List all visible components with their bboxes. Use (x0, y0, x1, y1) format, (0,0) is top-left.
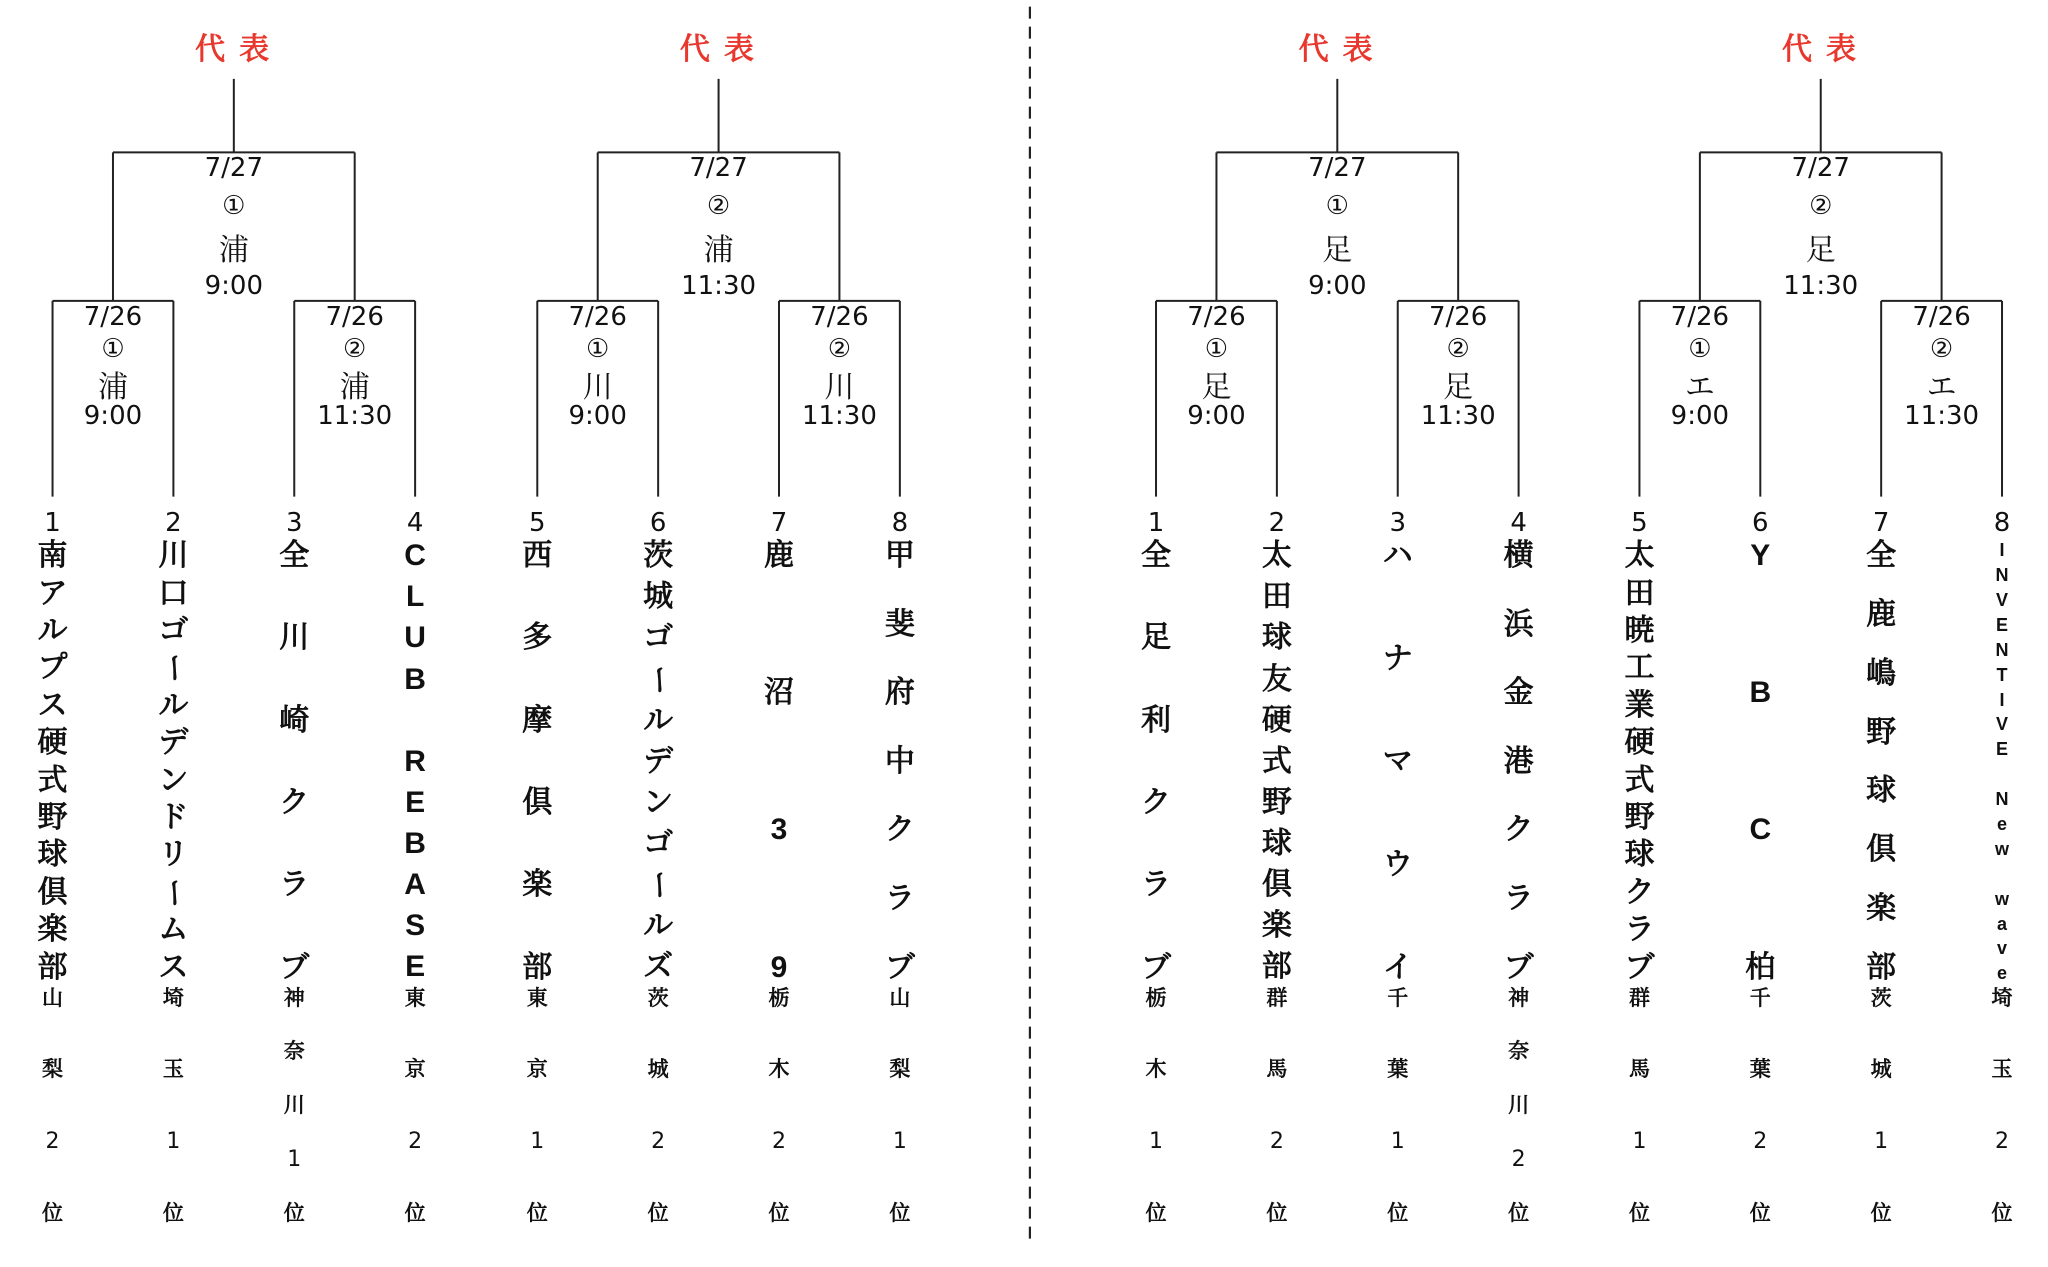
semi-time: 11:30 (317, 401, 393, 432)
team-name: 甲 斐 府 中 ク ラ ブ (884, 538, 915, 985)
final-game-number: ① (1325, 191, 1349, 222)
team-prefecture-rank: 群 馬 1 位 (1628, 985, 1650, 1226)
semi-venue: 足 (1443, 369, 1474, 405)
team-prefecture-rank: 千 葉 2 位 (1749, 985, 1771, 1226)
team-seed: 3 (285, 507, 303, 538)
semi-game-number: ① (586, 334, 610, 365)
team-name: 西 多 摩 倶 楽 部 (522, 538, 553, 985)
team-name: 鹿 沼 3 9 (764, 538, 794, 984)
team-seed: 2 (1268, 507, 1286, 538)
semi-venue: エ (1926, 369, 1957, 405)
team-name: 全 鹿 嶋 野 球 倶 楽 部 (1866, 538, 1897, 985)
team-prefecture-rank: 栃 木 1 位 (1145, 985, 1167, 1226)
team-prefecture-rank: 神 奈 川 1 位 (283, 985, 305, 1226)
representative-label: 代表 (1781, 31, 1870, 67)
semi-date: 7/26 (810, 301, 869, 332)
final-date: 7/27 (204, 153, 264, 184)
final-game-number: ② (706, 191, 731, 222)
semi-date: 7/26 (325, 301, 384, 332)
semi-venue: 浦 (97, 369, 128, 405)
semi-date: 7/26 (1912, 301, 1971, 332)
team-name: 太 田 球 友 硬 式 野 球 倶 楽 部 (1261, 538, 1292, 985)
final-venue: 足 (1805, 232, 1836, 268)
team-seed: 7 (1872, 507, 1890, 538)
semi-game-number: ② (827, 334, 852, 365)
team-name: 全 足 利 ク ラ ブ (1141, 538, 1172, 985)
team-seed: 3 (1389, 507, 1406, 538)
semi-venue: 川 (582, 369, 613, 405)
final-date: 7/27 (1308, 153, 1367, 184)
final-date: 7/27 (689, 153, 748, 184)
team-prefecture-rank: 埼 玉 1 位 (162, 985, 184, 1226)
semi-venue: エ (1684, 369, 1715, 405)
team-prefecture-rank: 茨 城 2 位 (647, 985, 669, 1226)
team-name: 太 田 暁 工 業 硬 式 野 球 ク ラ ブ (1624, 538, 1655, 985)
team-prefecture-rank: 栃 木 2 位 (768, 985, 790, 1226)
team-prefecture-rank: 群 馬 2 位 (1266, 985, 1288, 1226)
team-name: 川 口 ゴ ー ル デ ン ド リ ー ム ス (156, 538, 192, 985)
team-seed: 2 (165, 507, 182, 538)
final-time: 9:00 (1308, 271, 1367, 302)
team-name: C L U B R E B A S E (404, 539, 426, 984)
team-name: 横 浜 金 港 ク ラ ブ (1503, 538, 1534, 985)
team-prefecture-rank: 千 葉 1 位 (1387, 985, 1409, 1226)
team-prefecture-rank: 埼 玉 2 位 (1991, 985, 2013, 1226)
team-seed: 6 (649, 507, 667, 538)
semi-date: 7/26 (1428, 301, 1488, 332)
final-venue: 浦 (703, 232, 734, 268)
semi-time: 11:30 (1420, 401, 1496, 432)
semi-time: 9:00 (568, 401, 627, 432)
team-prefecture-rank: 山 梨 2 位 (42, 985, 64, 1226)
team-name: 南 ア ル プ ス 硬 式 野 球 倶 楽 部 (37, 538, 68, 985)
final-venue: 浦 (218, 232, 249, 268)
semi-venue: 川 (824, 369, 855, 405)
final-venue: 足 (1322, 232, 1353, 268)
team-seed: 7 (770, 507, 788, 538)
final-date: 7/27 (1791, 153, 1850, 184)
representative-label: 代表 (195, 31, 284, 67)
representative-label: 代表 (1298, 31, 1387, 67)
semi-time: 9:00 (1187, 401, 1246, 432)
semi-time: 9:00 (83, 401, 143, 432)
semi-game-number: ① (1688, 334, 1712, 365)
team-prefecture-rank: 茨 城 1 位 (1870, 985, 1892, 1226)
team-name: Y B C 柏 (1745, 539, 1776, 985)
semi-game-number: ② (343, 334, 367, 365)
semi-date: 7/26 (83, 301, 143, 332)
final-time: 11:30 (681, 271, 757, 302)
semi-time: 11:30 (801, 401, 877, 432)
semi-date: 7/26 (1670, 301, 1730, 332)
final-time: 9:00 (204, 271, 264, 302)
semi-time: 9:00 (1670, 401, 1730, 432)
team-prefecture-rank: 東 京 2 位 (404, 985, 426, 1226)
semi-game-number: ② (1446, 334, 1470, 365)
final-time: 11:30 (1783, 271, 1859, 302)
team-seed: 8 (891, 507, 909, 538)
team-name: 茨 城 ゴ ー ル デ ン ゴ ー ル ズ (641, 538, 677, 985)
semi-time: 11:30 (1904, 401, 1980, 432)
semi-date: 7/26 (568, 301, 627, 332)
semi-game-number: ① (101, 334, 125, 365)
team-seed: 5 (529, 507, 546, 538)
representative-label: 代表 (679, 31, 768, 67)
team-seed: 1 (1147, 507, 1165, 538)
team-name: ハ ナ マ ウ イ (1382, 538, 1413, 985)
semi-venue: 浦 (339, 369, 370, 405)
team-name: 全 川 崎 ク ラ ブ (279, 538, 310, 985)
team-prefecture-rank: 東 京 1 位 (526, 985, 548, 1226)
semi-game-number: ① (1204, 334, 1229, 365)
team-seed: 4 (406, 507, 424, 538)
team-prefecture-rank: 神 奈 川 2 位 (1508, 985, 1530, 1226)
final-game-number: ① (222, 191, 246, 222)
team-prefecture-rank: 山 梨 1 位 (889, 985, 911, 1226)
team-seed: 8 (1993, 507, 2011, 538)
team-seed: 4 (1510, 507, 1527, 538)
team-name: I N V E N T I V E N e w w a v e (1995, 540, 2010, 984)
team-seed: 5 (1631, 507, 1648, 538)
semi-game-number: ② (1929, 334, 1954, 365)
final-game-number: ② (1809, 191, 1833, 222)
semi-date: 7/26 (1187, 301, 1246, 332)
semi-venue: 足 (1201, 369, 1232, 405)
team-seed: 6 (1752, 507, 1769, 538)
team-seed: 1 (44, 507, 61, 538)
